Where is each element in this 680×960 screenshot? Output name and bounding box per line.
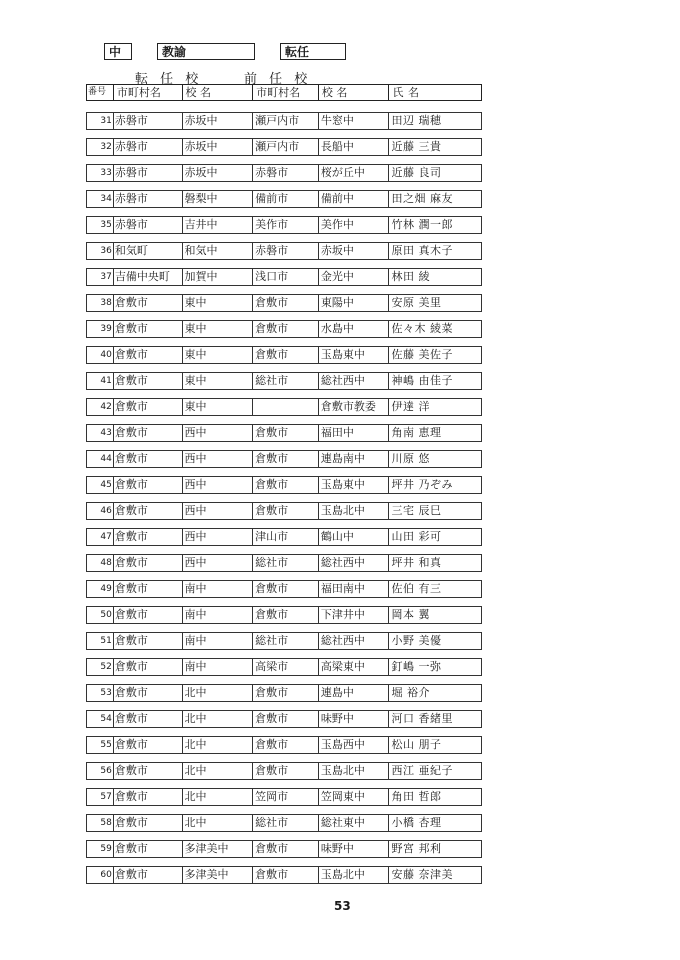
row-school-prev: 玉島北中 [319,867,390,883]
row-name: 河口 香緒里 [391,712,453,725]
table-row [86,112,482,130]
row-name: 佐伯 有三 [391,582,442,595]
row-num: 43 [87,425,114,441]
row-school-new: 和気中 [183,243,254,259]
row-city-new: 赤磐市 [114,165,183,181]
row-name: 佐藤 美佐子 [391,348,453,361]
row-city-prev: 倉敷市 [253,295,319,311]
row-city-new: 吉備中央町 [114,269,183,285]
row-school-prev: 赤坂中 [319,243,390,259]
row-city-new: 赤磐市 [114,217,183,233]
row-num: 49 [87,581,114,597]
col-city-prev: 市町村名 [253,85,319,100]
row-num: 58 [87,815,114,831]
table-row [86,736,482,754]
row-city-new: 倉敷市 [114,373,183,389]
row-school-new: 西中 [183,451,254,467]
row-city-prev: 笠岡市 [253,789,319,805]
row-school-prev: 水島中 [319,321,390,337]
column-header [86,84,482,101]
row-city-prev: 倉敷市 [253,477,319,493]
col-city-new: 市町村名 [114,85,183,100]
row-city-prev: 倉敷市 [253,503,319,519]
table-row [86,450,482,468]
row-school-new: 南中 [183,581,254,597]
col-school-prev: 校 名 [319,85,390,100]
row-num: 38 [87,295,114,311]
row-num: 46 [87,503,114,519]
row-city-new: 倉敷市 [114,477,183,493]
row-num: 55 [87,737,114,753]
row-city-prev: 倉敷市 [253,867,319,883]
row-city-new: 倉敷市 [114,737,183,753]
row-school-prev: 総社東中 [319,815,390,831]
row-school-new: 東中 [183,373,254,389]
row-city-prev: 倉敷市 [253,425,319,441]
row-school-new: 南中 [183,659,254,675]
row-school-prev: 連島南中 [319,451,390,467]
page-number: 53 [334,899,351,913]
row-school-prev: 下津井中 [319,607,390,623]
table-row [86,294,482,312]
new-school-label: 転 任 校 [135,72,203,87]
row-school-prev: 牛窓中 [319,113,390,129]
row-city-new: 倉敷市 [114,529,183,545]
row-school-prev: 倉敷市教委 [319,399,390,415]
row-school-prev: 笠岡東中 [319,789,390,805]
row-num: 36 [87,243,114,259]
row-city-prev: 美作市 [253,217,319,233]
table-row [86,606,482,624]
row-city-prev: 倉敷市 [253,737,319,753]
row-name: 小野 美優 [391,634,442,647]
row-name: 安原 美里 [391,296,442,309]
table-row [86,320,482,338]
table-row [86,554,482,572]
row-name: 山田 彩可 [391,530,442,543]
row-school-prev: 総社西中 [319,555,390,571]
row-city-new: 倉敷市 [114,711,183,727]
row-num: 40 [87,347,114,363]
row-school-prev: 玉島北中 [319,503,390,519]
row-school-new: 西中 [183,503,254,519]
table-row [86,476,482,494]
row-name: 原田 真木子 [391,244,453,257]
table-row [86,372,482,390]
row-school-new: 西中 [183,425,254,441]
row-school-new: 東中 [183,399,254,415]
table-row [86,580,482,598]
table-row [86,216,482,234]
table-row [86,138,482,156]
row-school-prev: 長船中 [319,139,390,155]
row-name: 神嶋 由佳子 [391,374,453,387]
col-num: 番号 [87,85,114,100]
row-num: 57 [87,789,114,805]
row-city-new: 倉敷市 [114,607,183,623]
row-num: 41 [87,373,114,389]
row-school-prev: 総社西中 [319,373,390,389]
row-city-prev: 総社市 [253,373,319,389]
row-num: 52 [87,659,114,675]
row-num: 56 [87,763,114,779]
row-num: 50 [87,607,114,623]
table-row [86,710,482,728]
row-school-new: 東中 [183,347,254,363]
row-name: 伊達 洋 [391,400,430,413]
table-row [86,632,482,650]
row-city-prev: 備前市 [253,191,319,207]
table-row [86,684,482,702]
row-city-new: 倉敷市 [114,451,183,467]
row-name: 西江 亜紀子 [391,764,453,777]
table-row [86,528,482,546]
row-city-new: 倉敷市 [114,841,183,857]
row-school-prev: 福田南中 [319,581,390,597]
table-row [86,866,482,884]
table-row [86,814,482,832]
row-num: 54 [87,711,114,727]
level-box: 中 [104,43,132,60]
row-city-new: 倉敷市 [114,555,183,571]
row-city-prev: 倉敷市 [253,711,319,727]
row-school-new: 北中 [183,763,254,779]
row-num: 59 [87,841,114,857]
row-school-prev: 備前中 [319,191,390,207]
row-city-prev: 倉敷市 [253,763,319,779]
row-school-new: 西中 [183,529,254,545]
row-school-prev: 玉島北中 [319,763,390,779]
row-city-prev: 倉敷市 [253,685,319,701]
row-city-new: 倉敷市 [114,815,183,831]
row-school-prev: 総社西中 [319,633,390,649]
row-school-prev: 玉島西中 [319,737,390,753]
row-name: 田辺 瑞穂 [391,114,442,127]
row-school-prev: 美作中 [319,217,390,233]
position-box: 教諭 [157,43,255,60]
row-school-new: 加賀中 [183,269,254,285]
table-row [86,242,482,260]
row-city-prev: 倉敷市 [253,321,319,337]
row-city-prev: 倉敷市 [253,347,319,363]
col-name: 氏 名 [392,86,420,99]
row-num: 44 [87,451,114,467]
row-city-new: 倉敷市 [114,659,183,675]
table-row [86,268,482,286]
row-school-prev: 福田中 [319,425,390,441]
row-school-new: 北中 [183,815,254,831]
row-school-prev: 金光中 [319,269,390,285]
row-school-new: 南中 [183,633,254,649]
row-school-new: 吉井中 [183,217,254,233]
row-name: 角田 哲郎 [391,790,442,803]
row-name: 岡本 翼 [391,608,430,621]
table-row [86,502,482,520]
table-row [86,788,482,806]
row-city-new: 倉敷市 [114,763,183,779]
row-city-prev [253,399,319,415]
row-city-prev: 倉敷市 [253,581,319,597]
table-row [86,658,482,676]
row-city-new: 赤磐市 [114,139,183,155]
table-row [86,164,482,182]
transfer-table [86,112,482,892]
row-city-prev: 総社市 [253,555,319,571]
row-city-prev: 高梁市 [253,659,319,675]
row-num: 35 [87,217,114,233]
row-school-new: 北中 [183,737,254,753]
row-name: 三宅 辰巳 [391,504,442,517]
row-num: 60 [87,867,114,883]
row-school-new: 西中 [183,555,254,571]
row-city-new: 倉敷市 [114,399,183,415]
row-school-prev: 連島中 [319,685,390,701]
col-school-new: 校 名 [183,85,254,100]
row-school-new: 赤坂中 [183,113,254,129]
transfer-type-box: 転任 [280,43,346,60]
row-name: 釘嶋 一弥 [391,660,442,673]
row-num: 42 [87,399,114,415]
row-name: 坪井 和真 [391,556,442,569]
row-name: 佐々木 綾菜 [391,322,453,335]
table-row [86,190,482,208]
row-school-new: 南中 [183,607,254,623]
row-city-prev: 赤磐市 [253,165,319,181]
row-city-new: 倉敷市 [114,867,183,883]
table-row [86,346,482,364]
table-row [86,424,482,442]
row-city-new: 倉敷市 [114,503,183,519]
row-school-new: 北中 [183,685,254,701]
row-name: 川原 悠 [391,452,430,465]
row-num: 47 [87,529,114,545]
row-city-new: 倉敷市 [114,633,183,649]
row-city-prev: 倉敷市 [253,607,319,623]
row-city-new: 倉敷市 [114,789,183,805]
row-city-prev: 瀬戸内市 [253,139,319,155]
row-name: 堀 裕介 [391,686,430,699]
row-num: 37 [87,269,114,285]
row-city-new: 倉敷市 [114,295,183,311]
row-school-new: 赤坂中 [183,139,254,155]
row-city-new: 和気町 [114,243,183,259]
row-name: 小橋 杏理 [391,816,442,829]
row-name: 近藤 三貴 [391,140,442,153]
row-city-prev: 赤磐市 [253,243,319,259]
row-name: 林田 綾 [391,270,430,283]
row-city-new: 倉敷市 [114,321,183,337]
row-num: 39 [87,321,114,337]
row-city-prev: 浅口市 [253,269,319,285]
row-school-new: 西中 [183,477,254,493]
row-city-new: 倉敷市 [114,347,183,363]
row-city-prev: 瀬戸内市 [253,113,319,129]
prev-school-label: 前 任 校 [244,72,312,87]
row-num: 34 [87,191,114,207]
row-num: 53 [87,685,114,701]
row-name: 坪井 乃ぞみ [391,478,453,491]
table-row [86,840,482,858]
row-city-prev: 倉敷市 [253,841,319,857]
row-name: 近藤 良司 [391,166,442,179]
row-city-new: 倉敷市 [114,581,183,597]
row-num: 51 [87,633,114,649]
row-city-prev: 津山市 [253,529,319,545]
row-school-prev: 高梁東中 [319,659,390,675]
row-num: 32 [87,139,114,155]
row-city-new: 赤磐市 [114,191,183,207]
row-school-prev: 玉島東中 [319,347,390,363]
row-name: 松山 朋子 [391,738,442,751]
row-school-new: 多津美中 [183,867,254,883]
row-city-prev: 総社市 [253,815,319,831]
row-school-new: 赤坂中 [183,165,254,181]
row-school-prev: 東陽中 [319,295,390,311]
row-school-new: 磐梨中 [183,191,254,207]
row-name: 角南 恵理 [391,426,442,439]
row-school-prev: 味野中 [319,841,390,857]
row-num: 45 [87,477,114,493]
row-city-new: 赤磐市 [114,113,183,129]
row-school-prev: 味野中 [319,711,390,727]
row-name: 田之畑 麻友 [391,192,453,205]
table-row [86,398,482,416]
row-school-new: 北中 [183,711,254,727]
row-num: 31 [87,113,114,129]
row-school-new: 東中 [183,295,254,311]
row-name: 野宮 邦利 [391,842,442,855]
row-num: 33 [87,165,114,181]
row-school-prev: 桜が丘中 [319,165,390,181]
row-school-new: 東中 [183,321,254,337]
row-name: 竹林 潤一郎 [391,218,453,231]
row-city-prev: 総社市 [253,633,319,649]
row-city-new: 倉敷市 [114,425,183,441]
row-school-prev: 玉島東中 [319,477,390,493]
row-school-new: 北中 [183,789,254,805]
row-school-new: 多津美中 [183,841,254,857]
row-school-prev: 鶴山中 [319,529,390,545]
table-row [86,762,482,780]
row-num: 48 [87,555,114,571]
row-name: 安藤 奈津美 [391,868,453,881]
row-city-prev: 倉敷市 [253,451,319,467]
row-city-new: 倉敷市 [114,685,183,701]
